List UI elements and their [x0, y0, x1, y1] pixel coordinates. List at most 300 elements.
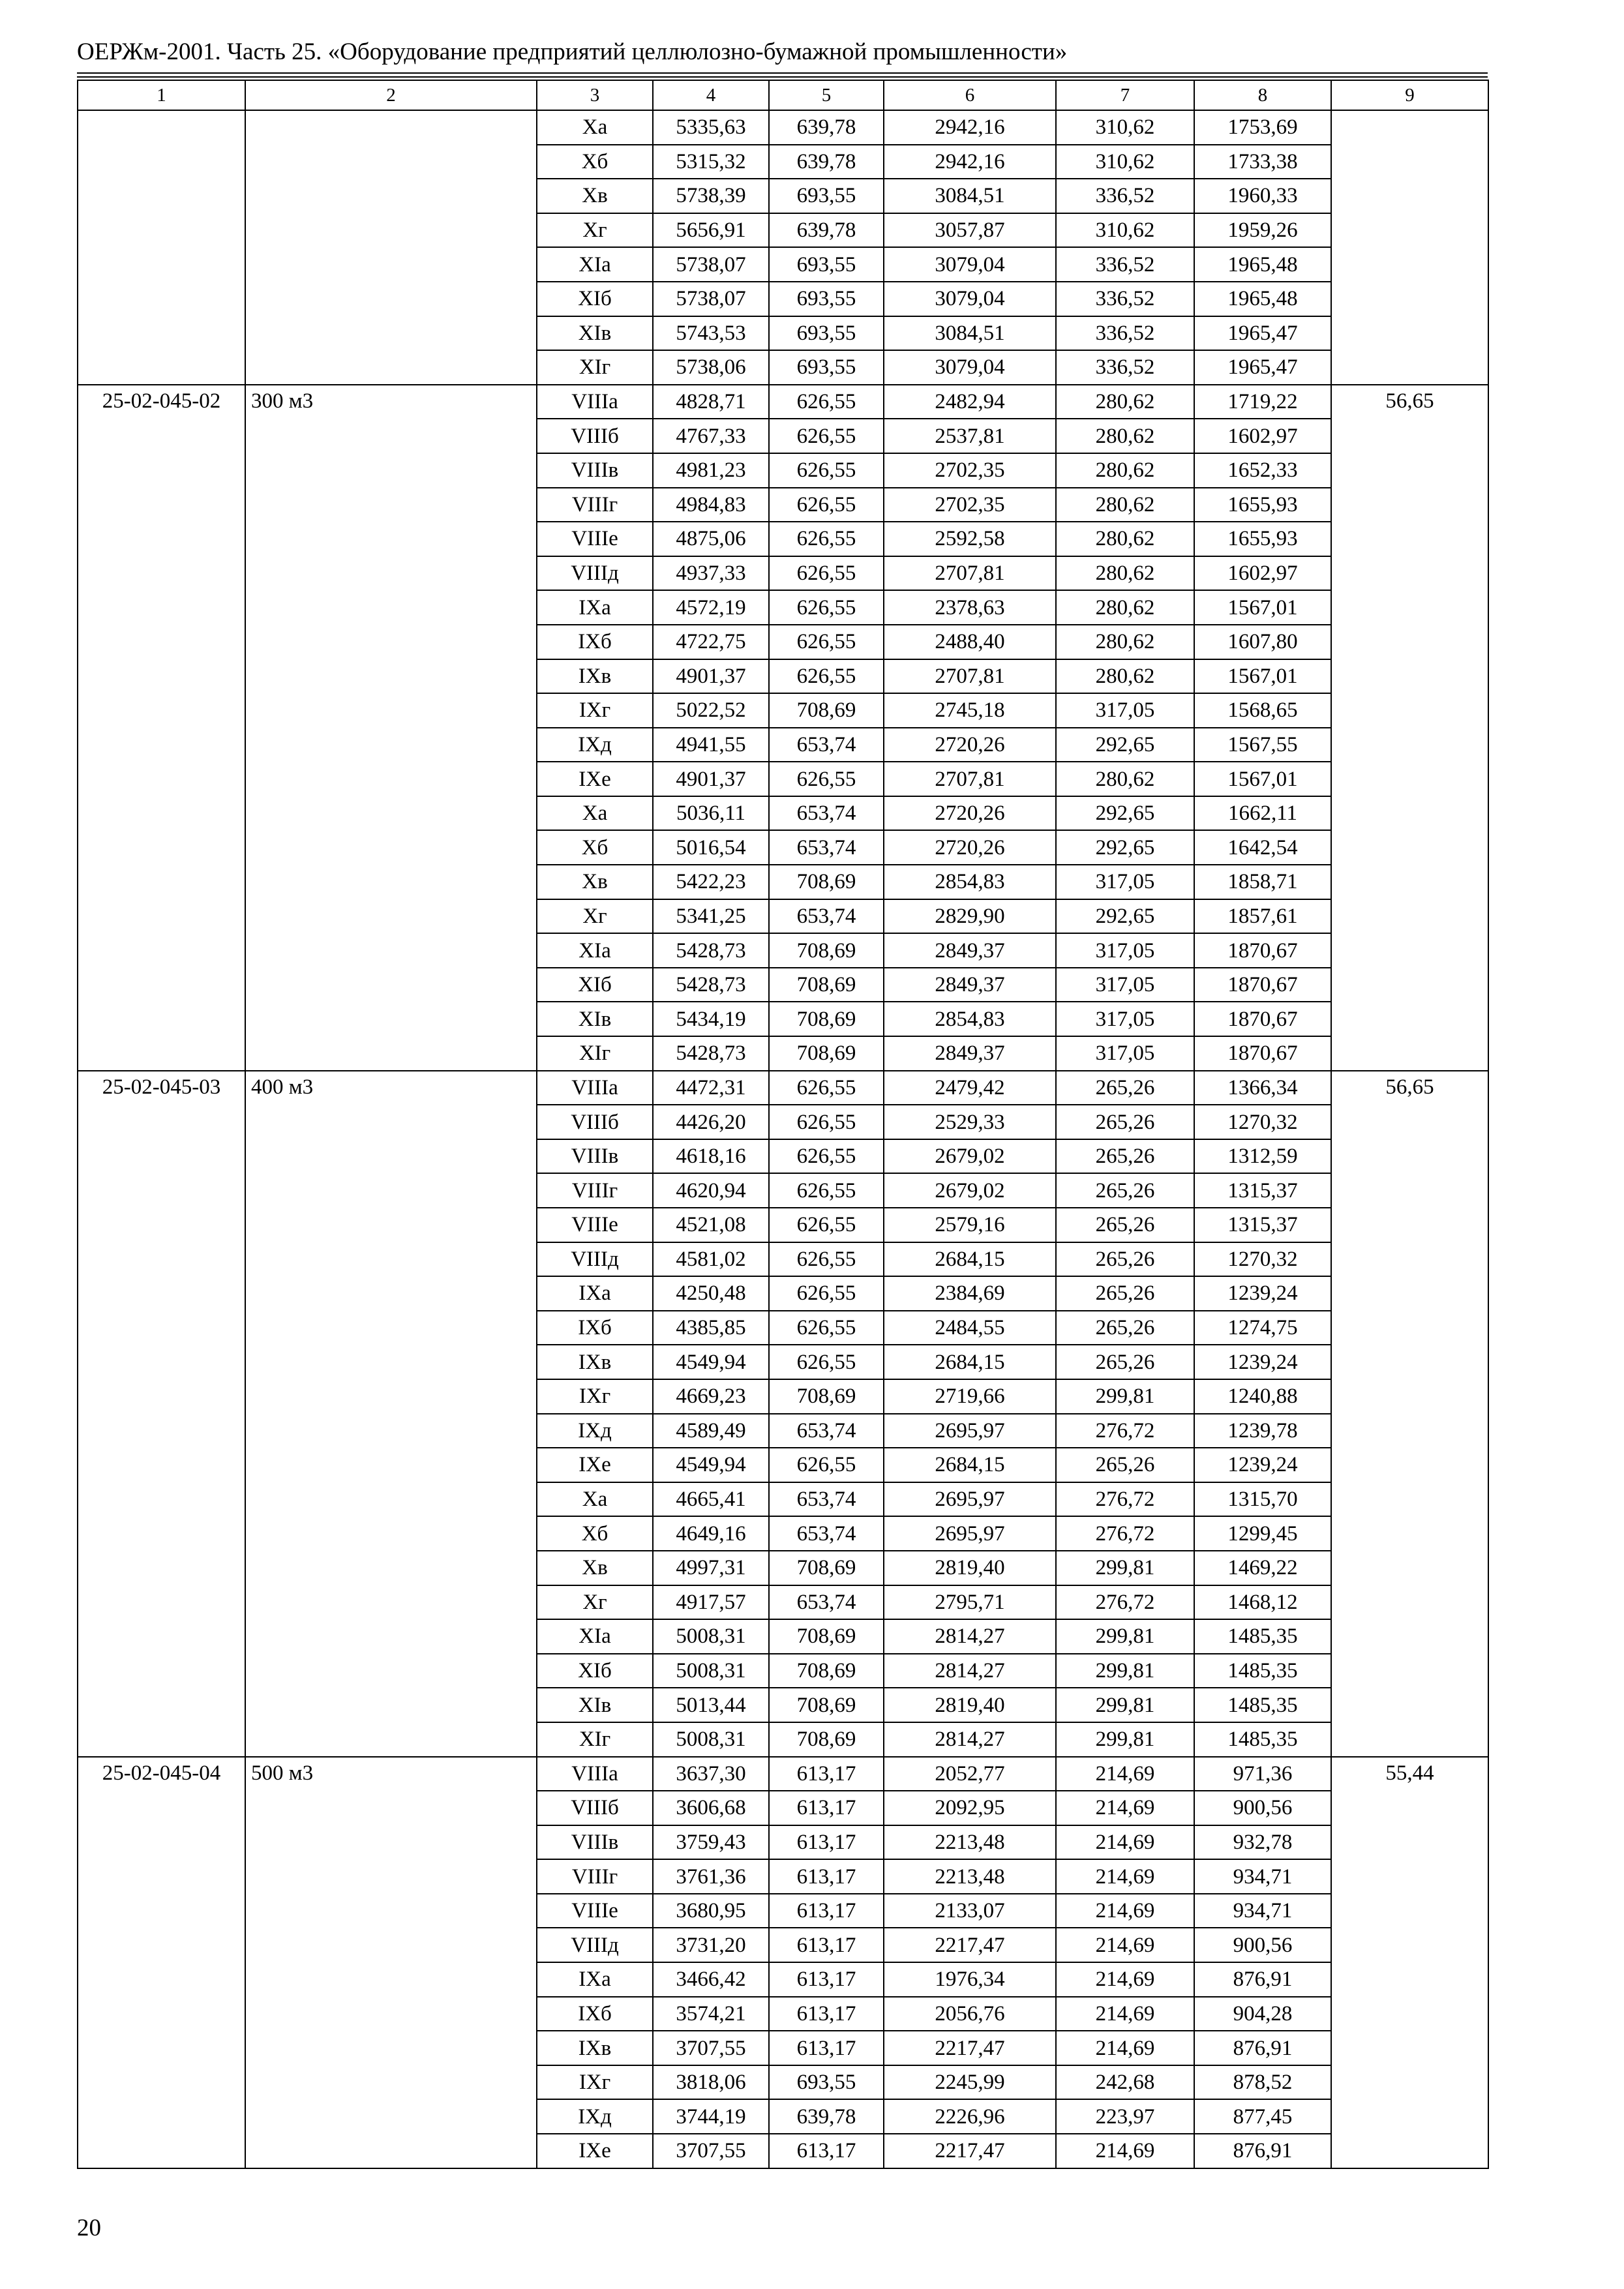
- value-cell: 693,55: [769, 247, 884, 282]
- value-cell: 877,45: [1194, 2099, 1331, 2134]
- value-cell: 653,74: [769, 899, 884, 934]
- value-cell: 1312,59: [1194, 1139, 1331, 1174]
- value-cell: 3707,55: [653, 2031, 769, 2065]
- value-cell: 1274,75: [1194, 1311, 1331, 1345]
- value-cell: 214,69: [1056, 1997, 1194, 2031]
- value-cell: 3637,30: [653, 1757, 769, 1791]
- value-cell: 292,65: [1056, 728, 1194, 762]
- value-cell: 1965,48: [1194, 247, 1331, 282]
- value-cell: 626,55: [769, 1311, 884, 1345]
- zone-cell: IXa: [537, 590, 653, 625]
- coefficient-cell: [1331, 110, 1488, 385]
- value-cell: 2482,94: [884, 385, 1056, 419]
- value-cell: 4828,71: [653, 385, 769, 419]
- zone-cell: VIIIa: [537, 1071, 653, 1105]
- value-cell: 276,72: [1056, 1482, 1194, 1517]
- value-cell: 280,62: [1056, 385, 1194, 419]
- value-cell: 214,69: [1056, 1962, 1194, 1997]
- value-cell: 317,05: [1056, 968, 1194, 1002]
- value-cell: 613,17: [769, 1825, 884, 1860]
- value-cell: 214,69: [1056, 1825, 1194, 1860]
- value-cell: 5434,19: [653, 1002, 769, 1036]
- value-cell: 626,55: [769, 659, 884, 694]
- value-cell: 613,17: [769, 1928, 884, 1962]
- value-cell: 4917,57: [653, 1585, 769, 1620]
- zone-cell: VIIIб: [537, 1791, 653, 1825]
- zone-cell: IXд: [537, 728, 653, 762]
- zone-cell: Xa: [537, 796, 653, 831]
- value-cell: 1870,67: [1194, 1036, 1331, 1071]
- value-cell: 3079,04: [884, 282, 1056, 316]
- value-cell: 280,62: [1056, 659, 1194, 694]
- zone-cell: XIa: [537, 247, 653, 282]
- zone-cell: XIб: [537, 282, 653, 316]
- value-cell: 1960,33: [1194, 179, 1331, 213]
- value-cell: 336,52: [1056, 316, 1194, 351]
- value-cell: 708,69: [769, 1036, 884, 1071]
- zone-cell: IXб: [537, 1997, 653, 2031]
- item-code: 25-02-045-04: [78, 1757, 245, 2168]
- value-cell: 1655,93: [1194, 488, 1331, 522]
- value-cell: 5738,07: [653, 282, 769, 316]
- value-cell: 1299,45: [1194, 1516, 1331, 1551]
- value-cell: 5738,06: [653, 350, 769, 385]
- value-cell: 5315,32: [653, 145, 769, 179]
- value-cell: 280,62: [1056, 625, 1194, 659]
- value-cell: 280,62: [1056, 488, 1194, 522]
- value-cell: 1485,35: [1194, 1619, 1331, 1654]
- value-cell: 1857,61: [1194, 899, 1331, 934]
- value-cell: 5335,63: [653, 110, 769, 145]
- value-cell: 265,26: [1056, 1139, 1194, 1174]
- value-cell: 3759,43: [653, 1825, 769, 1860]
- value-cell: 2854,83: [884, 865, 1056, 899]
- value-cell: 317,05: [1056, 865, 1194, 899]
- value-cell: 626,55: [769, 488, 884, 522]
- value-cell: 2479,42: [884, 1071, 1056, 1105]
- value-cell: 626,55: [769, 1208, 884, 1242]
- value-cell: 708,69: [769, 865, 884, 899]
- value-cell: 2814,27: [884, 1619, 1056, 1654]
- zone-cell: XIв: [537, 1688, 653, 1722]
- value-cell: 4572,19: [653, 590, 769, 625]
- value-cell: 1655,93: [1194, 522, 1331, 556]
- value-cell: 626,55: [769, 1071, 884, 1105]
- value-cell: 265,26: [1056, 1345, 1194, 1379]
- zone-cell: IXб: [537, 625, 653, 659]
- zone-cell: Xб: [537, 1516, 653, 1551]
- value-cell: 2719,66: [884, 1379, 1056, 1414]
- value-cell: 5022,52: [653, 693, 769, 728]
- value-cell: 5008,31: [653, 1722, 769, 1757]
- value-cell: 5428,73: [653, 1036, 769, 1071]
- value-cell: 626,55: [769, 385, 884, 419]
- value-cell: 2707,81: [884, 762, 1056, 796]
- value-cell: 336,52: [1056, 247, 1194, 282]
- value-cell: 1567,01: [1194, 659, 1331, 694]
- zone-cell: IXe: [537, 1448, 653, 1482]
- value-cell: 708,69: [769, 693, 884, 728]
- value-cell: 1567,55: [1194, 728, 1331, 762]
- value-cell: 613,17: [769, 2031, 884, 2065]
- value-cell: 2217,47: [884, 2031, 1056, 2065]
- value-cell: 4722,75: [653, 625, 769, 659]
- zone-cell: Xa: [537, 1482, 653, 1517]
- value-cell: 2814,27: [884, 1654, 1056, 1688]
- value-cell: 4997,31: [653, 1551, 769, 1585]
- value-cell: 1858,71: [1194, 865, 1331, 899]
- value-cell: 280,62: [1056, 762, 1194, 796]
- value-cell: 613,17: [769, 1997, 884, 2031]
- zone-cell: VIIIв: [537, 1139, 653, 1174]
- value-cell: 653,74: [769, 830, 884, 865]
- zone-cell: VIIIб: [537, 1105, 653, 1139]
- value-cell: 2707,81: [884, 556, 1056, 591]
- value-cell: 1976,34: [884, 1962, 1056, 1997]
- value-cell: 2720,26: [884, 796, 1056, 831]
- value-cell: 1485,35: [1194, 1722, 1331, 1757]
- zone-cell: XIa: [537, 1619, 653, 1654]
- value-cell: 4472,31: [653, 1071, 769, 1105]
- value-cell: 280,62: [1056, 419, 1194, 453]
- zone-cell: XIг: [537, 1036, 653, 1071]
- value-cell: 310,62: [1056, 110, 1194, 145]
- zone-cell: XIв: [537, 1002, 653, 1036]
- value-cell: 2679,02: [884, 1139, 1056, 1174]
- value-cell: 876,91: [1194, 2031, 1331, 2065]
- table-row: [78, 1071, 1488, 1105]
- value-cell: 1567,01: [1194, 590, 1331, 625]
- value-cell: 2537,81: [884, 419, 1056, 453]
- value-cell: 708,69: [769, 1688, 884, 1722]
- zone-cell: Xг: [537, 1585, 653, 1620]
- value-cell: 3731,20: [653, 1928, 769, 1962]
- value-cell: 639,78: [769, 2099, 884, 2134]
- value-cell: 214,69: [1056, 1859, 1194, 1894]
- value-cell: 242,68: [1056, 2065, 1194, 2100]
- value-cell: 932,78: [1194, 1825, 1331, 1860]
- value-cell: 3818,06: [653, 2065, 769, 2100]
- value-cell: 2684,15: [884, 1345, 1056, 1379]
- value-cell: 613,17: [769, 1859, 884, 1894]
- value-cell: 2213,48: [884, 1859, 1056, 1894]
- value-cell: 653,74: [769, 1516, 884, 1551]
- zone-cell: VIIIв: [537, 1825, 653, 1860]
- value-cell: 626,55: [769, 1139, 884, 1174]
- value-cell: 214,69: [1056, 2134, 1194, 2168]
- value-cell: 265,26: [1056, 1173, 1194, 1208]
- value-cell: 299,81: [1056, 1379, 1194, 1414]
- value-cell: 2056,76: [884, 1997, 1056, 2031]
- value-cell: 708,69: [769, 1551, 884, 1585]
- item-code: 25-02-045-02: [78, 385, 245, 1071]
- value-cell: 2384,69: [884, 1276, 1056, 1311]
- zone-cell: IXв: [537, 2031, 653, 2065]
- value-cell: 265,26: [1056, 1242, 1194, 1277]
- value-cell: 1965,48: [1194, 282, 1331, 316]
- value-cell: 1965,47: [1194, 350, 1331, 385]
- header-rule: [77, 72, 1488, 74]
- value-cell: 1239,24: [1194, 1276, 1331, 1311]
- value-cell: 2529,33: [884, 1105, 1056, 1139]
- value-cell: 2213,48: [884, 1825, 1056, 1860]
- value-cell: 3744,19: [653, 2099, 769, 2134]
- value-cell: 613,17: [769, 2134, 884, 2168]
- coefficient-cell: 55,44: [1331, 1757, 1488, 2168]
- value-cell: 653,74: [769, 1585, 884, 1620]
- value-cell: 639,78: [769, 145, 884, 179]
- value-cell: 5738,07: [653, 247, 769, 282]
- value-cell: 265,26: [1056, 1276, 1194, 1311]
- item-code: 25-02-045-03: [78, 1071, 245, 1757]
- value-cell: 2226,96: [884, 2099, 1056, 2134]
- value-cell: 336,52: [1056, 350, 1194, 385]
- value-cell: 1607,80: [1194, 625, 1331, 659]
- column-number: 4: [653, 80, 769, 110]
- value-cell: 653,74: [769, 796, 884, 831]
- value-cell: 317,05: [1056, 693, 1194, 728]
- value-cell: 2684,15: [884, 1448, 1056, 1482]
- zone-cell: VIIIг: [537, 488, 653, 522]
- value-cell: 2484,55: [884, 1311, 1056, 1345]
- value-cell: 3574,21: [653, 1997, 769, 2031]
- value-cell: 4665,41: [653, 1482, 769, 1517]
- value-cell: 1602,97: [1194, 556, 1331, 591]
- value-cell: 708,69: [769, 1002, 884, 1036]
- value-cell: 2092,95: [884, 1791, 1056, 1825]
- value-cell: 2592,58: [884, 522, 1056, 556]
- zone-cell: Xб: [537, 145, 653, 179]
- value-cell: 265,26: [1056, 1208, 1194, 1242]
- value-cell: 613,17: [769, 1757, 884, 1791]
- zone-cell: VIIIa: [537, 1757, 653, 1791]
- value-cell: 1602,97: [1194, 419, 1331, 453]
- value-cell: 2720,26: [884, 830, 1056, 865]
- value-cell: 5428,73: [653, 968, 769, 1002]
- column-number: 6: [884, 80, 1056, 110]
- value-cell: 310,62: [1056, 145, 1194, 179]
- zone-cell: Xa: [537, 110, 653, 145]
- zone-cell: XIб: [537, 1654, 653, 1688]
- value-cell: 2849,37: [884, 968, 1056, 1002]
- value-cell: 1870,67: [1194, 933, 1331, 968]
- value-cell: 2849,37: [884, 933, 1056, 968]
- value-cell: 336,52: [1056, 282, 1194, 316]
- value-cell: 4549,94: [653, 1345, 769, 1379]
- value-cell: 4984,83: [653, 488, 769, 522]
- value-cell: 4250,48: [653, 1276, 769, 1311]
- column-number: 5: [769, 80, 884, 110]
- value-cell: 317,05: [1056, 1036, 1194, 1071]
- zone-cell: IXe: [537, 762, 653, 796]
- value-cell: 2133,07: [884, 1894, 1056, 1928]
- value-cell: 626,55: [769, 1173, 884, 1208]
- value-cell: 2829,90: [884, 899, 1056, 934]
- zone-cell: IXг: [537, 1379, 653, 1414]
- value-cell: 292,65: [1056, 796, 1194, 831]
- value-cell: 310,62: [1056, 213, 1194, 248]
- value-cell: 4620,94: [653, 1173, 769, 1208]
- value-cell: 1315,70: [1194, 1482, 1331, 1517]
- value-cell: 2942,16: [884, 145, 1056, 179]
- value-cell: 693,55: [769, 350, 884, 385]
- zone-cell: XIв: [537, 316, 653, 351]
- value-cell: 653,74: [769, 1482, 884, 1517]
- value-cell: 4875,06: [653, 522, 769, 556]
- value-cell: 2217,47: [884, 2134, 1056, 2168]
- value-cell: 2702,35: [884, 453, 1056, 488]
- value-cell: 934,71: [1194, 1894, 1331, 1928]
- value-cell: 4549,94: [653, 1448, 769, 1482]
- value-cell: 3084,51: [884, 179, 1056, 213]
- value-cell: 626,55: [769, 453, 884, 488]
- value-cell: 4767,33: [653, 419, 769, 453]
- value-cell: 708,69: [769, 968, 884, 1002]
- value-cell: 5743,53: [653, 316, 769, 351]
- zone-cell: Xб: [537, 830, 653, 865]
- value-cell: 3079,04: [884, 247, 1056, 282]
- value-cell: 299,81: [1056, 1619, 1194, 1654]
- zone-cell: XIг: [537, 350, 653, 385]
- value-cell: 265,26: [1056, 1448, 1194, 1482]
- value-cell: 693,55: [769, 179, 884, 213]
- zone-cell: IXa: [537, 1962, 653, 1997]
- zone-cell: VIIIг: [537, 1173, 653, 1208]
- value-cell: 3707,55: [653, 2134, 769, 2168]
- value-cell: 653,74: [769, 728, 884, 762]
- value-cell: 299,81: [1056, 1551, 1194, 1585]
- page-number: 20: [77, 2215, 101, 2241]
- value-cell: 1733,38: [1194, 145, 1331, 179]
- column-number: 8: [1194, 80, 1331, 110]
- item-name: 500 м3: [245, 1757, 537, 2168]
- value-cell: 2942,16: [884, 110, 1056, 145]
- value-cell: 3761,36: [653, 1859, 769, 1894]
- coefficient-cell: 56,65: [1331, 1071, 1488, 1757]
- value-cell: 626,55: [769, 419, 884, 453]
- value-cell: 5341,25: [653, 899, 769, 934]
- value-cell: 214,69: [1056, 1757, 1194, 1791]
- zone-cell: VIIIг: [537, 1859, 653, 1894]
- value-cell: 1366,34: [1194, 1071, 1331, 1105]
- value-cell: 708,69: [769, 1654, 884, 1688]
- value-cell: 2819,40: [884, 1688, 1056, 1722]
- value-cell: 2679,02: [884, 1173, 1056, 1208]
- value-cell: 276,72: [1056, 1585, 1194, 1620]
- value-cell: 693,55: [769, 2065, 884, 2100]
- value-cell: 1870,67: [1194, 968, 1331, 1002]
- value-cell: 299,81: [1056, 1722, 1194, 1757]
- value-cell: 280,62: [1056, 590, 1194, 625]
- value-cell: 613,17: [769, 1791, 884, 1825]
- column-number-row: [78, 80, 1488, 110]
- value-cell: 639,78: [769, 110, 884, 145]
- value-cell: 5008,31: [653, 1654, 769, 1688]
- value-cell: 336,52: [1056, 179, 1194, 213]
- zone-cell: XIa: [537, 933, 653, 968]
- value-cell: 4618,16: [653, 1139, 769, 1174]
- value-cell: 2684,15: [884, 1242, 1056, 1277]
- value-cell: 4941,55: [653, 728, 769, 762]
- value-cell: 2378,63: [884, 590, 1056, 625]
- value-cell: 904,28: [1194, 1997, 1331, 2031]
- value-cell: 1485,35: [1194, 1688, 1331, 1722]
- value-cell: 317,05: [1056, 1002, 1194, 1036]
- zone-cell: Xв: [537, 865, 653, 899]
- zone-cell: Xв: [537, 1551, 653, 1585]
- zone-cell: XIб: [537, 968, 653, 1002]
- value-cell: 2488,40: [884, 625, 1056, 659]
- table-row: [78, 1757, 1488, 1791]
- item-name: 300 м3: [245, 385, 537, 1071]
- value-cell: 265,26: [1056, 1105, 1194, 1139]
- zone-cell: VIIIд: [537, 556, 653, 591]
- value-cell: 5036,11: [653, 796, 769, 831]
- value-cell: 3079,04: [884, 350, 1056, 385]
- value-cell: 214,69: [1056, 1894, 1194, 1928]
- value-cell: 4521,08: [653, 1208, 769, 1242]
- zone-cell: IXг: [537, 2065, 653, 2100]
- value-cell: 1239,24: [1194, 1345, 1331, 1379]
- value-cell: 2854,83: [884, 1002, 1056, 1036]
- value-cell: 708,69: [769, 1722, 884, 1757]
- value-cell: 4901,37: [653, 762, 769, 796]
- value-cell: 5738,39: [653, 179, 769, 213]
- value-cell: 2695,97: [884, 1414, 1056, 1448]
- value-cell: 3680,95: [653, 1894, 769, 1928]
- value-cell: 2695,97: [884, 1482, 1056, 1517]
- value-cell: 626,55: [769, 1276, 884, 1311]
- value-cell: 2849,37: [884, 1036, 1056, 1071]
- value-cell: 653,74: [769, 1414, 884, 1448]
- value-cell: 2819,40: [884, 1551, 1056, 1585]
- zone-cell: VIIIд: [537, 1242, 653, 1277]
- value-cell: 1568,65: [1194, 693, 1331, 728]
- zone-cell: IXд: [537, 2099, 653, 2134]
- value-cell: 2052,77: [884, 1757, 1056, 1791]
- column-number: 3: [537, 80, 653, 110]
- item-name: [245, 110, 537, 385]
- value-cell: 292,65: [1056, 830, 1194, 865]
- value-cell: 3084,51: [884, 316, 1056, 351]
- value-cell: 1240,88: [1194, 1379, 1331, 1414]
- column-number: 9: [1331, 80, 1488, 110]
- value-cell: 4385,85: [653, 1311, 769, 1345]
- zone-cell: Xв: [537, 179, 653, 213]
- value-cell: 4426,20: [653, 1105, 769, 1139]
- value-cell: 3466,42: [653, 1962, 769, 1997]
- value-cell: 280,62: [1056, 556, 1194, 591]
- value-cell: 276,72: [1056, 1414, 1194, 1448]
- value-cell: 223,97: [1056, 2099, 1194, 2134]
- value-cell: 708,69: [769, 1379, 884, 1414]
- zone-cell: IXд: [537, 1414, 653, 1448]
- value-cell: 1485,35: [1194, 1654, 1331, 1688]
- value-cell: 276,72: [1056, 1516, 1194, 1551]
- value-cell: 2217,47: [884, 1928, 1056, 1962]
- zone-cell: VIIIд: [537, 1928, 653, 1962]
- value-cell: 626,55: [769, 556, 884, 591]
- item-code: [78, 110, 245, 385]
- value-cell: 626,55: [769, 762, 884, 796]
- value-cell: 900,56: [1194, 1791, 1331, 1825]
- value-cell: 4901,37: [653, 659, 769, 694]
- value-cell: 626,55: [769, 1105, 884, 1139]
- value-cell: 5016,54: [653, 830, 769, 865]
- value-cell: 292,65: [1056, 899, 1194, 934]
- value-cell: 1567,01: [1194, 762, 1331, 796]
- value-cell: 5656,91: [653, 213, 769, 248]
